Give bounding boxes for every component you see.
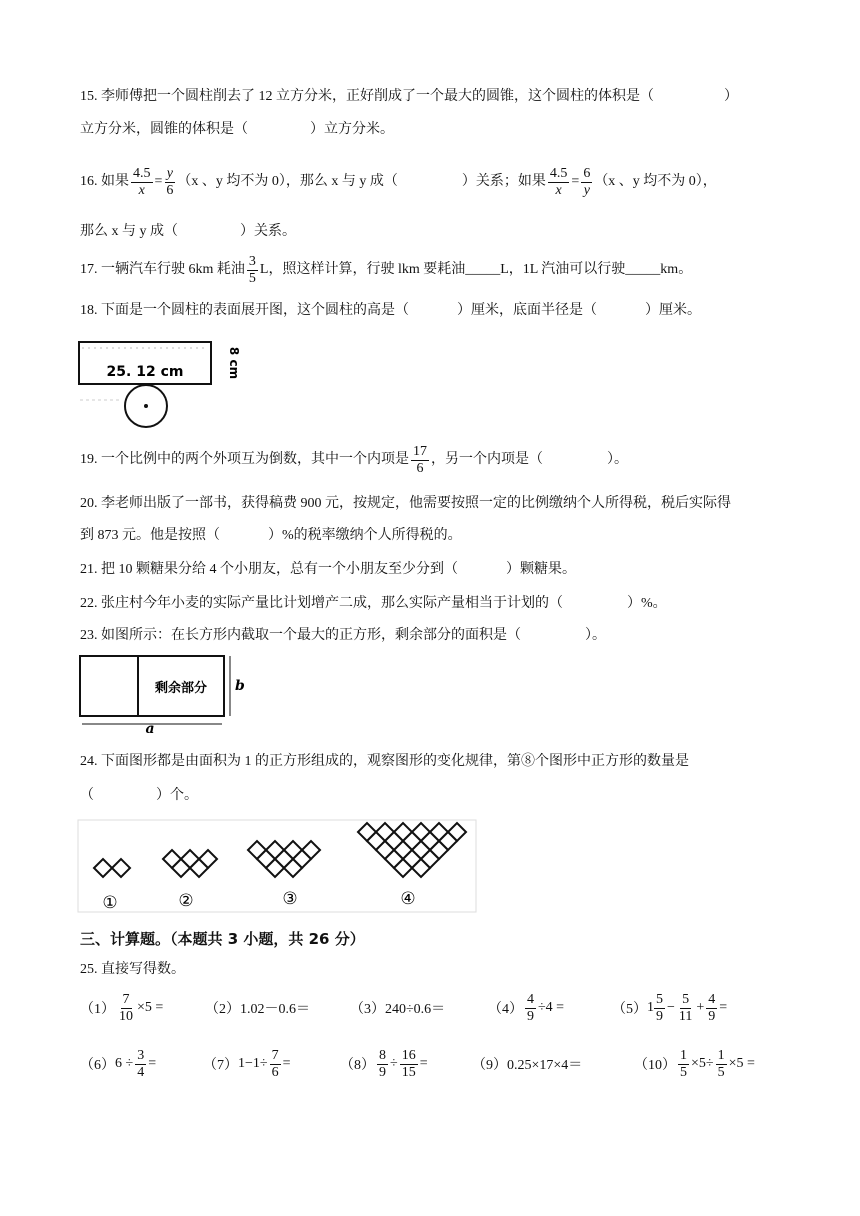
calc-item-5: （5） 1 $\frac{5}{9}$ − $\frac{5}{11}$ + $\frac{4}{9}$ = — [612, 991, 728, 1024]
q16-line2: 那么 x 与 y 成（ ）关系。 — [80, 224, 296, 239]
a-label: a — [145, 721, 155, 737]
figure-label-2: ② — [178, 891, 194, 911]
q17-line: 17. 一辆汽车行驶 6km 耗油 $\frac{3}{5}$ L，照这样计算，行驶 lkm 要耗油_____L，1L 汽油可以行驶_____km。 — [80, 253, 693, 286]
rectangle-square-figure — [78, 652, 248, 737]
cylinder-net-figure — [78, 340, 241, 436]
calc-item-8: （8） $\frac{8}{9}$ ÷ $\frac{16}{15}$ = — [340, 1047, 428, 1080]
circle-center-dot — [144, 404, 148, 408]
q21-line: 21. 把 10 颗糖果分给 4 个小朋友，总有一个小朋友至少分到（ ）颗糖果。 — [80, 562, 576, 577]
q16-line1: 16. 如果 $\frac{4.5}{x}$ = $\frac{y}{6}$ （x 、y 均不为 0），那么 x 与 y 成（ ）关系；如果 $\frac{4.5}{x}$ = $\frac{6}{y}$ （x 、y 均不为 0）， — [80, 165, 717, 198]
calc-item-3: （3） 240÷0.6＝ — [350, 1002, 446, 1017]
calc-item-10: （10） $\frac{1}{5}$ ×5÷ $\frac{1}{5}$ ×5 = — [634, 1047, 755, 1080]
calc-item-9: （9） 0.25×17×4＝ — [472, 1058, 583, 1073]
calc-item-2: （2） 1.02－0.6＝ — [205, 1002, 310, 1017]
square-pattern-figure — [76, 818, 480, 916]
q19-line: 19. 一个比例中的两个外项互为倒数，其中一个内项是 $\frac{17}{6}$ ，另一个内项是（ ）。 — [80, 443, 628, 476]
q15-line1: 15. 李师傅把一个圆柱削去了 12 立方分米，正好削成了一个最大的圆锥，这个圆柱的体积是（ ） — [80, 89, 738, 104]
figure-label-1: ① — [102, 893, 118, 913]
figure-label-4: ④ — [400, 889, 416, 909]
q24-line2: （ ）个。 — [80, 788, 198, 803]
net-length-label: 25. 12 cm — [106, 364, 184, 380]
net-height-label: 8 cm — [227, 346, 241, 380]
fraction: $\frac{6}{y}$ — [583, 165, 591, 198]
fraction: $\frac{17}{6}$ — [413, 443, 427, 476]
q22-line: 22. 张庄村今年小麦的实际产量比计划增产二成，那么实际产量相当于计划的（ ）%。 — [80, 596, 667, 611]
calc-item-7: （7） 1−1÷ $\frac{7}{6}$ = — [203, 1047, 291, 1080]
calc-item-6: （6） 6 ÷ $\frac{3}{4}$ = — [80, 1047, 157, 1080]
q20-line1: 20. 李老师出版了一部书，获得稿费 900 元，按规定，他需要按照一定的比例缴纳个人所得税，税后实际得 — [80, 496, 731, 511]
section-title: 三、计算题。（本题共 3 小题，共 26 分） — [80, 930, 365, 948]
fraction: $\frac{4.5}{x}$ — [133, 165, 151, 198]
q24-line1: 24. 下面图形都是由面积为 1 的正方形组成的，观察图形的变化规律，第⑧个图形中正方形的数量是 — [80, 754, 689, 769]
calc-item-4: （4） $\frac{4}{9}$ ÷4 = — [488, 991, 565, 1024]
q25-title: 25. 直接写得数。 — [80, 962, 185, 977]
remaining-part-label: 剩余部分 — [154, 681, 208, 696]
fraction: $\frac{y}{6}$ — [166, 165, 174, 198]
pattern-square — [112, 859, 130, 877]
b-label: b — [235, 678, 245, 694]
calc-item-1: （1） $\frac{7}{10}$ ×5 = — [80, 991, 164, 1024]
figure-label-3: ③ — [282, 889, 298, 909]
fraction: $\frac{4.5}{x}$ — [549, 165, 568, 198]
q20-line2: 到 873 元。他是按照（ ）%的税率缴纳个人所得税的。 — [80, 528, 462, 543]
pattern-square — [94, 859, 112, 877]
fraction: $\frac{3}{5}$ — [248, 253, 256, 286]
q23-line: 23. 如图所示：在长方形内截取一个最大的正方形，剩余部分的面积是（ ）。 — [80, 628, 606, 643]
q15-line2: 立方分米，圆锥的体积是（ ）立方分米。 — [80, 122, 394, 137]
q18-line: 18. 下面是一个圆柱的表面展开图，这个圆柱的高是（ ）厘米，底面半径是（ ）厘米。 — [80, 303, 701, 318]
